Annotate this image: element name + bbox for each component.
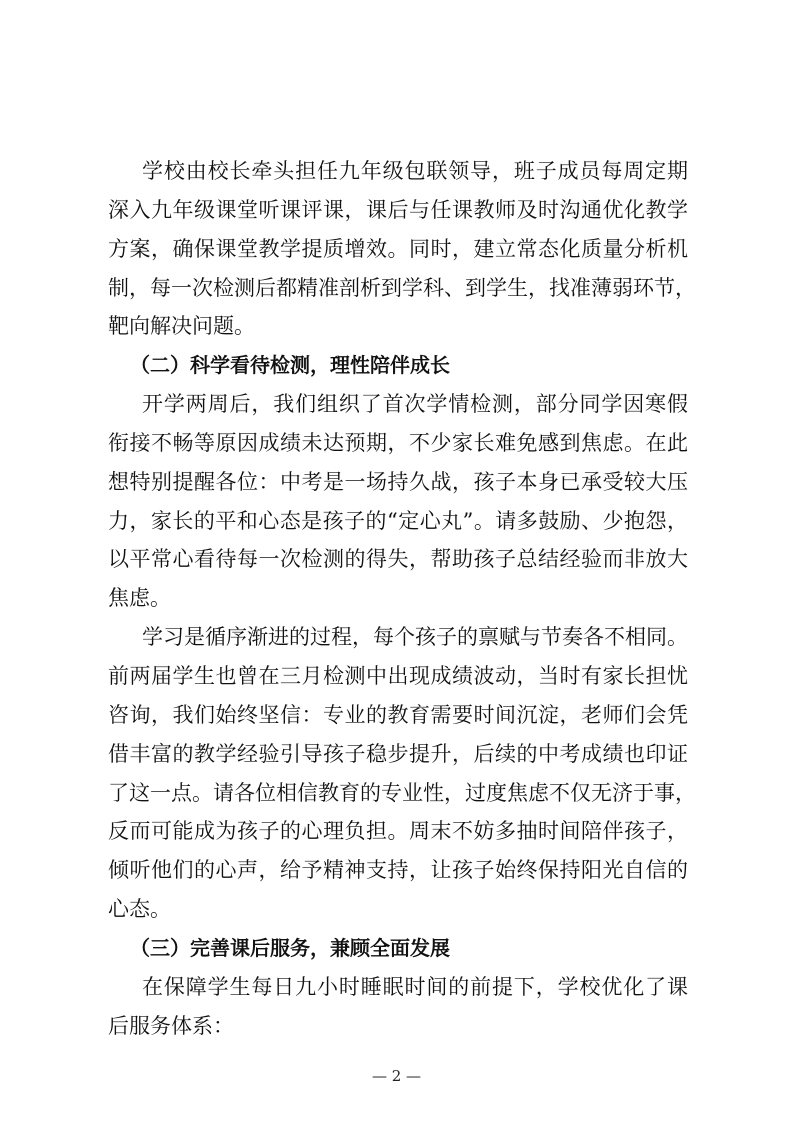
page-number: — 2 — — [371, 1067, 422, 1085]
section-heading: （二）科学看待检测，理性陪伴成长 — [130, 353, 450, 378]
text-line: 靶向解决问题。 — [108, 314, 255, 339]
text-line: 想特别提醒各位：中考是一场持久战，孩子本身已承受较大压 — [108, 469, 688, 494]
text-line: 在保障学生每日九小时睡眠时间的前提下，学校优化了课 — [142, 974, 688, 999]
text-line: 反而可能成为孩子的心理负担。周末不妨多抽时间陪伴孩子， — [108, 819, 688, 844]
text-line: 学习是循序渐进的过程，每个孩子的禀赋与节奏各不相同。 — [142, 625, 688, 650]
text-line: 以平常心看待每一次检测的得失，帮助孩子总结经验而非放大 — [108, 547, 688, 572]
text-line: 学校由校长牵头担任九年级包联领导，班子成员每周定期 — [142, 159, 688, 183]
paragraph — [108, 385, 688, 618]
text-line: 方案，确保课堂教学提质增效。同时，建立常态化质量分析机 — [108, 236, 688, 261]
text-line: 衔接不畅等原因成绩未达预期，不少家长难免感到焦虑。在此 — [108, 430, 688, 455]
document-body — [108, 152, 696, 1045]
text-line: 后服务体系： — [108, 1013, 234, 1038]
text-line: 借丰富的教学经验引导孩子稳步提升，后续的中考成绩也印证 — [108, 741, 688, 766]
paragraph — [108, 968, 688, 1046]
text-line: 前两届学生也曾在三月检测中出现成绩波动，当时有家长担忧 — [108, 663, 688, 688]
text-line: 开学两周后，我们组织了首次学情检测，部分同学因寒假 — [142, 392, 688, 417]
text-line: 心态。 — [108, 897, 171, 922]
section-heading: （三）完善课后服务，兼顾全面发展 — [130, 935, 450, 960]
text-line: 力，家长的平和心态是孩子的“定心丸”。请多鼓励、少抱怨， — [108, 508, 688, 533]
text-line: 深入九年级课堂听课评课，课后与任课教师及时沟通优化教学 — [108, 197, 688, 222]
text-line: 焦虑。 — [108, 586, 171, 611]
text-line: 制，每一次检测后都精准剖析到学科、到学生，找准薄弱环节， — [108, 275, 696, 300]
text-line: 了这一点。请各位相信教育的专业性，过度焦虑不仅无济于事， — [108, 780, 696, 805]
paragraph — [108, 618, 696, 929]
text-line: 倾听他们的心声，给予精神支持，让孩子始终保持阳光自信的 — [108, 858, 688, 883]
text-line: 咨询，我们始终坚信：专业的教育需要时间沉淀，老师们会凭 — [108, 702, 688, 727]
paragraph — [108, 152, 696, 346]
